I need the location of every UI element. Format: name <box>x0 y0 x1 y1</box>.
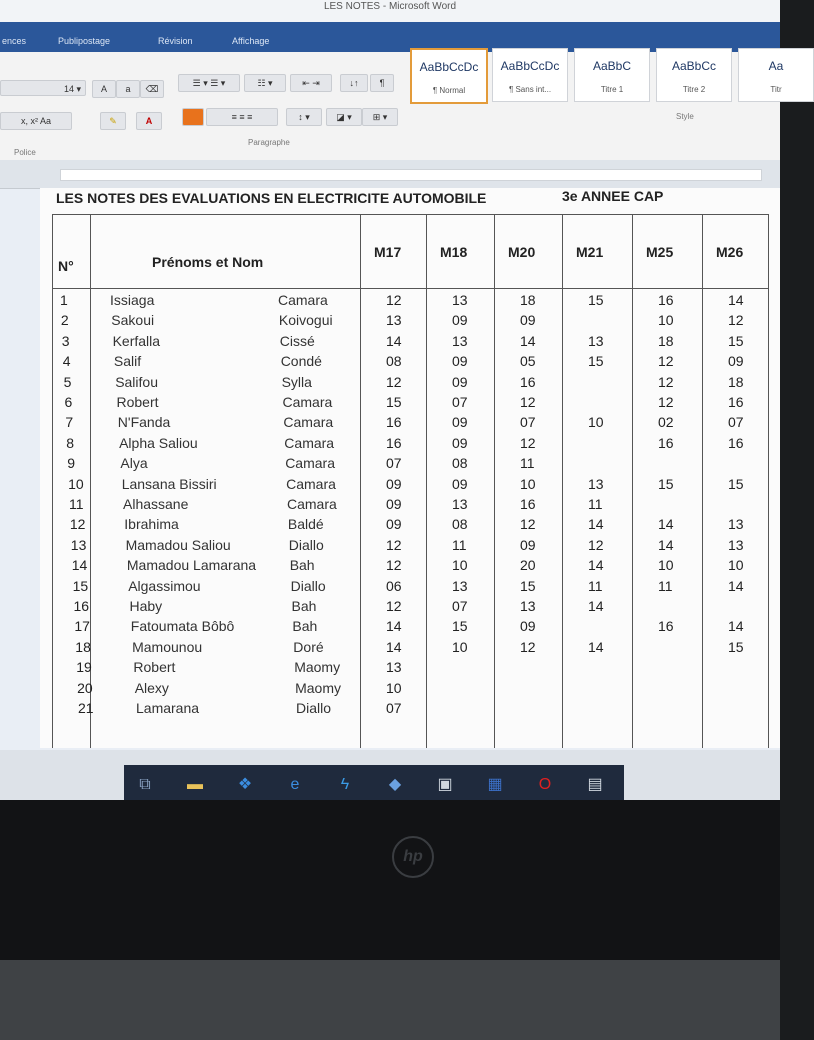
grade-cell: 14 <box>658 516 674 533</box>
row-number: 1 <box>60 292 68 308</box>
student-last-name: Camara <box>282 394 333 410</box>
grade-cell: 09 <box>452 414 468 431</box>
student-first-name: Salifou <box>115 373 158 390</box>
grade-cell: 15 <box>658 475 674 492</box>
grade-cell: 11 <box>520 455 535 472</box>
grade-cell: 05 <box>520 353 536 370</box>
grade-cell: 09 <box>520 618 536 635</box>
grade-cell: 13 <box>452 496 468 512</box>
row-number: 18 <box>75 638 91 655</box>
opera-icon[interactable]: O <box>538 776 552 793</box>
style-preview: Aa <box>768 59 784 73</box>
student-first-name: Issiaga <box>110 292 155 308</box>
grade-cell: 13 <box>452 332 468 349</box>
grade-cell: 11 <box>588 577 603 594</box>
app-icon[interactable]: ◆ <box>388 776 402 793</box>
styles-gallery <box>410 48 784 104</box>
student-first-name: Kerfalla <box>112 332 161 349</box>
style-preview: AaBbCcDc <box>419 60 479 74</box>
style-preview: AaBbCc <box>671 59 717 73</box>
style-name: Titre 2 <box>682 85 706 94</box>
grade-cell: 11 <box>588 496 603 512</box>
student-first-name: Robert <box>116 394 159 410</box>
grade-cell: 06 <box>386 577 402 594</box>
style-option[interactable] <box>492 48 568 102</box>
table-column-line <box>702 214 703 748</box>
bolt-icon[interactable]: ϟ <box>340 776 350 793</box>
table-column-line <box>768 214 769 748</box>
style-option[interactable] <box>656 48 732 102</box>
student-last-name: Camara <box>284 434 335 451</box>
student-first-name: Mamounou <box>132 638 203 655</box>
style-option[interactable] <box>410 48 488 104</box>
grade-cell: 12 <box>520 638 536 655</box>
indent-icon[interactable]: ⇤ ⇥ <box>290 74 332 92</box>
student-first-name: Salif <box>113 353 142 370</box>
student-first-name: Mamadou Saliou <box>125 536 231 553</box>
grade-cell: 13 <box>728 536 744 553</box>
grade-cell: 11 <box>452 536 467 553</box>
table-header-divider <box>52 288 768 289</box>
dropbox-icon[interactable]: ❖ <box>237 776 253 793</box>
multilevel-list-icon[interactable]: ☷ ▾ <box>244 74 286 92</box>
grade-cell: 08 <box>452 455 468 472</box>
student-last-name: Bah <box>292 618 318 635</box>
grade-cell: 12 <box>386 557 402 574</box>
font-size-value: 14 <box>63 84 74 94</box>
row-number: 14 <box>71 557 88 574</box>
header-subject: M17 <box>374 244 402 260</box>
student-last-name: Camara <box>283 414 334 431</box>
grade-cell: 13 <box>452 292 468 308</box>
student-first-name: Alpha Saliou <box>119 434 198 451</box>
bullets-icon[interactable]: ☰ ▾ ☰ ▾ <box>178 74 240 92</box>
grade-cell: 16 <box>520 373 536 390</box>
student-first-name: Ibrahima <box>124 516 179 533</box>
row-number: 20 <box>77 679 93 696</box>
row-number: 11 <box>69 496 84 512</box>
grade-cell: 07 <box>452 394 468 410</box>
grade-cell: 16 <box>728 434 744 451</box>
font-size-select[interactable]: 14 ▾ <box>0 80 86 96</box>
sort-icon[interactable]: ↓↑ <box>340 74 368 92</box>
grade-cell: 16 <box>658 292 674 308</box>
student-last-name: Camara <box>285 455 335 472</box>
grade-cell: 07 <box>452 598 468 614</box>
student-last-name: Diallo <box>296 700 332 716</box>
tab-view[interactable]: Affichage <box>232 36 270 46</box>
student-first-name: Algassimou <box>128 577 201 594</box>
group-label-paragraph: Paragraphe <box>248 138 290 147</box>
grade-cell: 13 <box>520 598 536 614</box>
row-number: 3 <box>61 332 70 349</box>
grade-cell: 10 <box>520 475 536 492</box>
student-first-name: Robert <box>133 659 176 676</box>
grade-cell: 14 <box>588 557 604 574</box>
grade-cell: 10 <box>728 557 744 574</box>
style-name: Titr <box>770 85 782 94</box>
word-icon[interactable]: ▦ <box>487 776 503 793</box>
grade-cell: 14 <box>386 618 402 635</box>
grade-cell: 12 <box>658 353 674 370</box>
row-number: 16 <box>73 598 90 614</box>
grade-cell: 08 <box>452 516 468 533</box>
grade-cell: 09 <box>452 353 468 370</box>
grade-cell: 14 <box>728 577 744 594</box>
student-last-name: Bah <box>289 557 315 574</box>
grade-cell: 13 <box>728 516 744 533</box>
row-number: 17 <box>74 618 90 635</box>
grade-cell: 09 <box>386 496 402 512</box>
grade-cell: 12 <box>520 394 536 410</box>
ruler <box>0 160 780 189</box>
student-last-name: Doré <box>293 638 324 655</box>
task-view-icon[interactable]: ⧉ <box>139 776 151 793</box>
student-last-name: Camara <box>286 475 336 492</box>
grade-cell: 14 <box>728 618 744 635</box>
grade-cell: 10 <box>658 557 674 574</box>
grade-cell: 14 <box>588 516 604 533</box>
grade-cell: 16 <box>658 618 674 635</box>
header-subject: M18 <box>440 244 468 260</box>
tab-references[interactable]: ences <box>2 36 27 46</box>
row-number: 13 <box>70 536 87 553</box>
grade-cell: 09 <box>520 536 536 553</box>
calculator-icon[interactable]: ▤ <box>587 776 603 793</box>
row-number: 4 <box>62 353 71 370</box>
highlight-icon[interactable]: ✎ <box>100 112 126 130</box>
grade-cell: 10 <box>452 638 468 655</box>
grade-cell: 13 <box>386 312 402 329</box>
student-last-name: Cissé <box>279 332 315 349</box>
table-border-top <box>52 214 768 215</box>
grade-cell: 12 <box>386 373 402 390</box>
grade-cell: 14 <box>728 292 744 308</box>
header-name: Prénoms et Nom <box>152 254 264 270</box>
grade-cell: 14 <box>588 638 604 655</box>
line-spacing-icon[interactable]: ↕ ▾ <box>286 108 322 126</box>
row-number: 2 <box>60 312 69 329</box>
align-icons[interactable]: ≡ ≡ ≡ <box>206 108 278 126</box>
font-color-icon[interactable]: A <box>136 112 162 130</box>
style-name: Titre 1 <box>600 85 624 94</box>
student-last-name: Diallo <box>288 536 324 553</box>
grade-cell: 10 <box>588 414 604 431</box>
row-number: 8 <box>66 434 75 451</box>
grade-cell: 12 <box>386 292 402 308</box>
file-explorer-icon[interactable]: ▬ <box>187 776 203 793</box>
grade-cell: 15 <box>728 475 744 492</box>
grade-cell: 18 <box>520 292 536 308</box>
student-last-name: Maomy <box>294 659 341 676</box>
grade-cell: 10 <box>452 557 468 574</box>
grade-cell: 09 <box>452 373 468 390</box>
row-number: 12 <box>69 516 86 533</box>
row-number: 10 <box>68 475 84 492</box>
clear-format-icon[interactable]: ⌫ <box>140 80 164 98</box>
student-first-name: Lamarana <box>136 700 200 716</box>
grade-cell: 12 <box>658 373 674 390</box>
style-name: ¶ Sans int... <box>508 85 552 94</box>
grade-cell: 15 <box>728 638 744 655</box>
grade-cell: 16 <box>386 414 402 431</box>
document-page <box>40 188 780 748</box>
tab-mailings[interactable]: Publipostage <box>58 36 111 46</box>
grade-cell: 13 <box>386 659 402 676</box>
grade-cell: 13 <box>588 332 604 349</box>
grade-cell: 11 <box>658 577 673 594</box>
student-first-name: Fatoumata Bôbô <box>130 618 235 635</box>
grade-cell: 09 <box>520 312 536 329</box>
table-column-line <box>426 214 427 748</box>
table-column-line <box>360 214 361 748</box>
grade-cell: 18 <box>658 332 674 349</box>
student-first-name: Mamadou Lamarana <box>126 557 257 574</box>
grade-cell: 15 <box>588 353 604 370</box>
grade-cell: 09 <box>386 475 402 492</box>
document-title: LES NOTES DES EVALUATIONS EN ELECTRICITE AUTOMOBILE <box>56 190 487 206</box>
grade-cell: 15 <box>588 292 604 308</box>
row-number: 15 <box>72 577 89 594</box>
grade-cell: 12 <box>520 516 536 533</box>
row-number: 7 <box>65 414 74 431</box>
header-subject: M26 <box>716 244 744 260</box>
student-last-name: Koivogui <box>278 312 333 329</box>
window-title: LES NOTES - Microsoft Word <box>0 0 780 22</box>
student-first-name: Alya <box>120 455 148 472</box>
grade-cell: 16 <box>386 434 402 451</box>
grade-cell: 15 <box>728 332 744 349</box>
style-option[interactable] <box>574 48 650 102</box>
grades-table <box>40 188 780 748</box>
grade-cell: 18 <box>728 373 744 390</box>
header-number: N° <box>58 258 74 274</box>
grade-cell: 02 <box>658 414 674 431</box>
grade-cell: 14 <box>520 332 536 349</box>
student-first-name: Haby <box>129 598 163 614</box>
group-label-styles: Style <box>676 112 694 121</box>
grade-cell: 16 <box>728 394 744 410</box>
grade-cell: 13 <box>588 475 604 492</box>
grade-cell: 14 <box>386 638 402 655</box>
edge-icon[interactable]: e <box>290 776 300 793</box>
header-subject: M20 <box>508 244 536 260</box>
student-first-name: N'Fanda <box>117 414 171 431</box>
grade-cell: 16 <box>520 496 536 512</box>
row-number: 9 <box>67 455 75 472</box>
student-first-name: Alexy <box>134 679 169 696</box>
row-number: 5 <box>63 373 72 390</box>
style-preview: AaBbCcDc <box>500 59 560 73</box>
grade-cell: 07 <box>386 455 402 472</box>
grade-cell: 07 <box>520 414 536 431</box>
grade-cell: 14 <box>588 598 604 614</box>
header-subject: M25 <box>646 244 674 260</box>
grade-cell: 09 <box>728 353 744 370</box>
grade-cell: 12 <box>658 394 674 410</box>
group-label-font: Police <box>14 148 36 157</box>
student-first-name: Sakoui <box>111 312 155 329</box>
class-label: 3e ANNEE CAP <box>562 188 664 204</box>
grade-cell: 15 <box>520 577 536 594</box>
student-last-name: Maomy <box>295 679 341 696</box>
grade-cell: 12 <box>728 312 744 329</box>
style-name: ¶ Normal <box>432 86 466 95</box>
subscript-icon[interactable]: x, x² Aa <box>0 112 72 130</box>
grow-font-icon[interactable]: A <box>92 80 116 98</box>
grade-cell: 09 <box>452 312 468 329</box>
student-first-name: Lansana Bissiri <box>121 475 217 492</box>
grade-cell: 07 <box>386 700 402 716</box>
grade-cell: 14 <box>386 332 402 349</box>
align-left-icon[interactable] <box>182 108 204 126</box>
grade-cell: 13 <box>452 577 468 594</box>
student-last-name: Camara <box>278 292 328 308</box>
grade-cell: 12 <box>386 536 402 553</box>
student-last-name: Diallo <box>290 577 326 594</box>
pilcrow-icon[interactable]: ¶ <box>370 74 394 92</box>
student-last-name: Sylla <box>281 373 312 390</box>
grade-cell: 08 <box>386 353 402 370</box>
ribbon <box>0 52 784 161</box>
grade-cell: 10 <box>658 312 674 329</box>
borders-icon[interactable]: ⊞ ▾ <box>362 108 398 126</box>
grade-cell: 12 <box>386 598 402 614</box>
grade-cell: 07 <box>728 414 744 431</box>
table-column-line <box>632 214 633 748</box>
grade-cell: 10 <box>386 679 402 696</box>
shrink-font-icon[interactable]: a <box>116 80 140 98</box>
grade-cell: 12 <box>520 434 536 451</box>
style-preview: AaBbC <box>592 59 632 73</box>
student-first-name: Alhassane <box>123 496 189 512</box>
student-last-name: Baldé <box>287 516 324 533</box>
header-subject: M21 <box>576 244 604 260</box>
table-column-line <box>562 214 563 748</box>
grade-cell: 12 <box>588 536 604 553</box>
row-number: 6 <box>64 394 73 410</box>
table-column-line <box>52 214 53 748</box>
student-last-name: Condé <box>280 353 322 370</box>
ruler-strip <box>60 169 762 181</box>
store-icon[interactable]: ▣ <box>437 776 453 793</box>
row-number: 19 <box>76 659 92 676</box>
table-column-line <box>494 214 495 748</box>
student-last-name: Camara <box>287 496 337 512</box>
hp-logo: hp <box>392 836 434 878</box>
laptop-body <box>0 960 780 1040</box>
grade-cell: 09 <box>386 516 402 533</box>
grade-cell: 09 <box>452 475 468 492</box>
shading-icon[interactable]: ◪ ▾ <box>326 108 362 126</box>
style-option[interactable] <box>738 48 814 102</box>
grade-cell: 15 <box>386 394 402 410</box>
row-number: 21 <box>78 700 94 716</box>
grade-cell: 15 <box>452 618 468 635</box>
tab-review[interactable]: Révision <box>158 36 193 46</box>
grade-cell: 14 <box>658 536 674 553</box>
grade-cell: 09 <box>452 434 468 451</box>
grade-cell: 16 <box>658 434 674 451</box>
grade-cell: 20 <box>520 557 536 574</box>
student-last-name: Bah <box>291 598 317 614</box>
